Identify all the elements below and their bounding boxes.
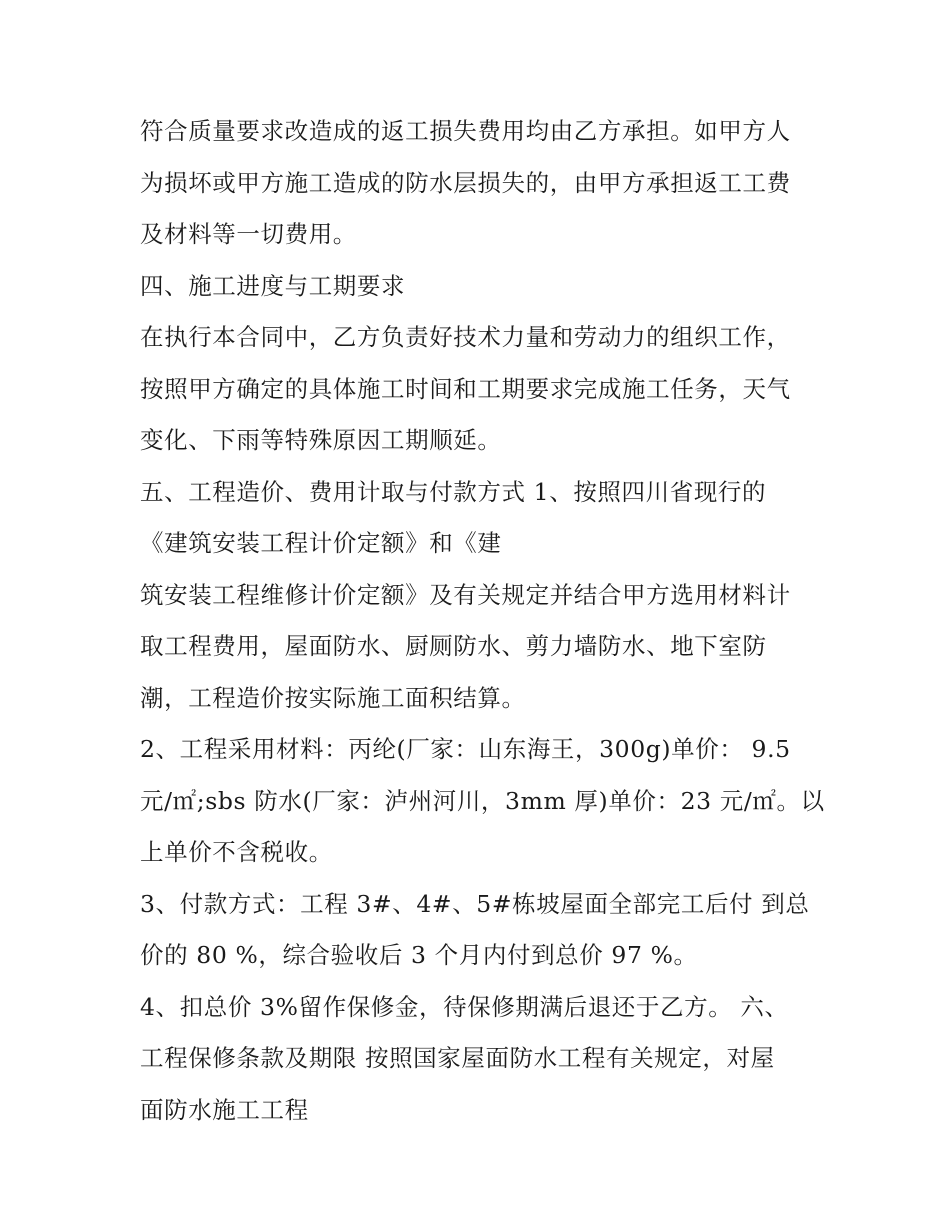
text-line-maintenance-quota: 筑安装工程维修计价定额》及有关规定并结合甲方选用材料计 bbox=[140, 580, 791, 609]
text-line-retention: 4、扣总价 3%留作保修金，待保修期满后退还于乙方。 六、 bbox=[140, 992, 789, 1021]
text-line-material-polypropylene: 2、工程采用材料：丙纶(厂家：山东海王，300g)单价： 9.5 bbox=[140, 735, 791, 763]
text-line-damage-liability: 为损坏或甲方施工造成的防水层损失的，由甲方承担返工工费 bbox=[140, 168, 791, 197]
section-heading-cost-payment: 五、工程造价、费用计取与付款方式 1、按照四川省现行的 bbox=[140, 477, 767, 506]
text-line-construction-time: 按照甲方确定的具体施工时间和工期要求完成施工任务，天气 bbox=[140, 374, 791, 403]
text-line-pricing-quota: 《建筑安装工程计价定额》和《建 bbox=[140, 529, 502, 557]
text-line-material-sbs: 元/㎡;sbs 防水(厂家：泸州河川，3mm 厚)单价：23 元/㎡。以 bbox=[140, 786, 825, 815]
text-line-quality-rework: 符合质量要求改造成的返工损失费用均由乙方承担。如甲方人 bbox=[140, 117, 791, 145]
text-line-warranty-terms: 工程保修条款及期限 按照国家屋面防水工程有关规定，对屋 bbox=[140, 1044, 775, 1072]
text-line-weather-delay: 变化、下雨等特殊原因工期顺延。 bbox=[140, 426, 502, 454]
contract-text-block bbox=[140, 106, 830, 1136]
section-heading-schedule: 四、施工进度与工期要求 bbox=[140, 271, 406, 300]
text-line-contract-execution: 在执行本合同中，乙方负责好技术力量和劳动力的组织工作， bbox=[140, 323, 791, 351]
text-line-waterproof-scope: 取工程费用，屋面防水、厨厕防水、剪力墙防水、地下室防 bbox=[140, 632, 767, 660]
text-line-settlement: 潮，工程造价按实际施工面积结算。 bbox=[140, 683, 526, 712]
text-line-waterproof-works: 面防水施工工程 bbox=[140, 1095, 309, 1124]
text-line-payment-method: 3、付款方式：工程 3#、4#、5#栋坡屋面全部完工后付 到总 bbox=[140, 889, 810, 918]
text-line-tax-note: 上单价不含税收。 bbox=[140, 838, 333, 866]
text-line-payment-percentages: 价的 80 %，综合验收后 3 个月内付到总价 97 %。 bbox=[140, 941, 698, 969]
text-line-materials-cost: 及材料等一切费用。 bbox=[140, 220, 357, 248]
